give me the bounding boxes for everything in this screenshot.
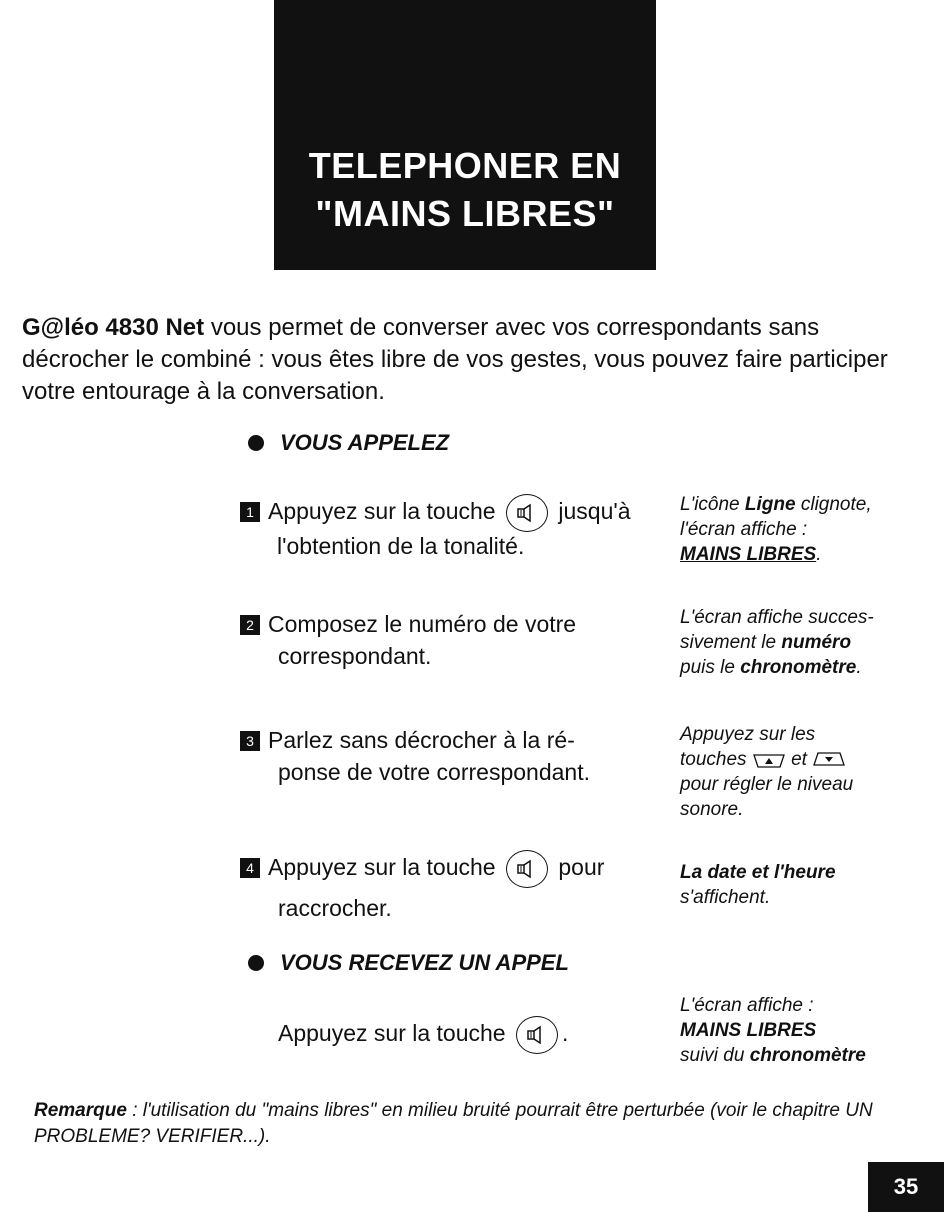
page-number: 35 xyxy=(868,1162,944,1212)
step-4: 4 Appuyez sur la touche pour raccrocher. xyxy=(240,850,660,924)
note-3: Appuyez sur les touches et pour régler le niveau sonore. xyxy=(680,724,854,820)
step-number: 2 xyxy=(240,615,260,635)
volume-up-key-icon xyxy=(752,751,786,769)
product-name: G@léo 4830 Net xyxy=(22,314,205,341)
step-number: 1 xyxy=(240,502,260,522)
speaker-key-icon xyxy=(516,1016,558,1054)
bullet-icon xyxy=(248,955,264,971)
step-number: 3 xyxy=(240,731,260,751)
speaker-key-icon xyxy=(506,850,548,888)
section-calling: VOUS APPELEZ xyxy=(248,430,449,456)
note-1: L'icône Ligne clignote, l'écran affiche : MAINS LIBRES. xyxy=(680,494,872,565)
intro-paragraph: G@léo 4830 Net vous permet de converser avec vos correspondants sans décrocher le combiné : vous êtes libre de vos gestes, vous pouvez faire participer votre entourage à la conversation. xyxy=(22,314,888,405)
note-2: L'écran affiche succes- sivement le numéro puis le chronomètre. xyxy=(680,607,874,678)
speaker-key-icon xyxy=(506,494,548,532)
note-5: L'écran affiche : MAINS LIBRES suivi du chronomètre xyxy=(680,995,866,1066)
title-block xyxy=(274,0,656,270)
page-title: TELEPHONER EN "MAINS LIBRES" xyxy=(308,145,622,234)
note-4: La date et l'heure s'affichent. xyxy=(680,862,836,908)
section-receiving: VOUS RECEVEZ UN APPEL xyxy=(248,950,569,976)
step-number: 4 xyxy=(240,858,260,878)
remark: Remarque : l'utilisation du "mains libres" en milieu bruité pourrait être perturbée (voir le chapitre UN PROBLEME? VERIFIER...). xyxy=(34,1100,873,1147)
bullet-icon xyxy=(248,435,264,451)
step-3: 3 Parlez sans décrocher à la ré- ponse de votre correspondant. xyxy=(240,724,660,788)
step-2: 2 Composez le numéro de votre correspondant. xyxy=(240,608,660,672)
volume-down-key-icon xyxy=(812,751,846,769)
step-1: 1 Appuyez sur la touche jusqu'à l'obtention de la tonalité. xyxy=(240,494,660,562)
receive-step: Appuyez sur la touche . xyxy=(240,1016,660,1054)
